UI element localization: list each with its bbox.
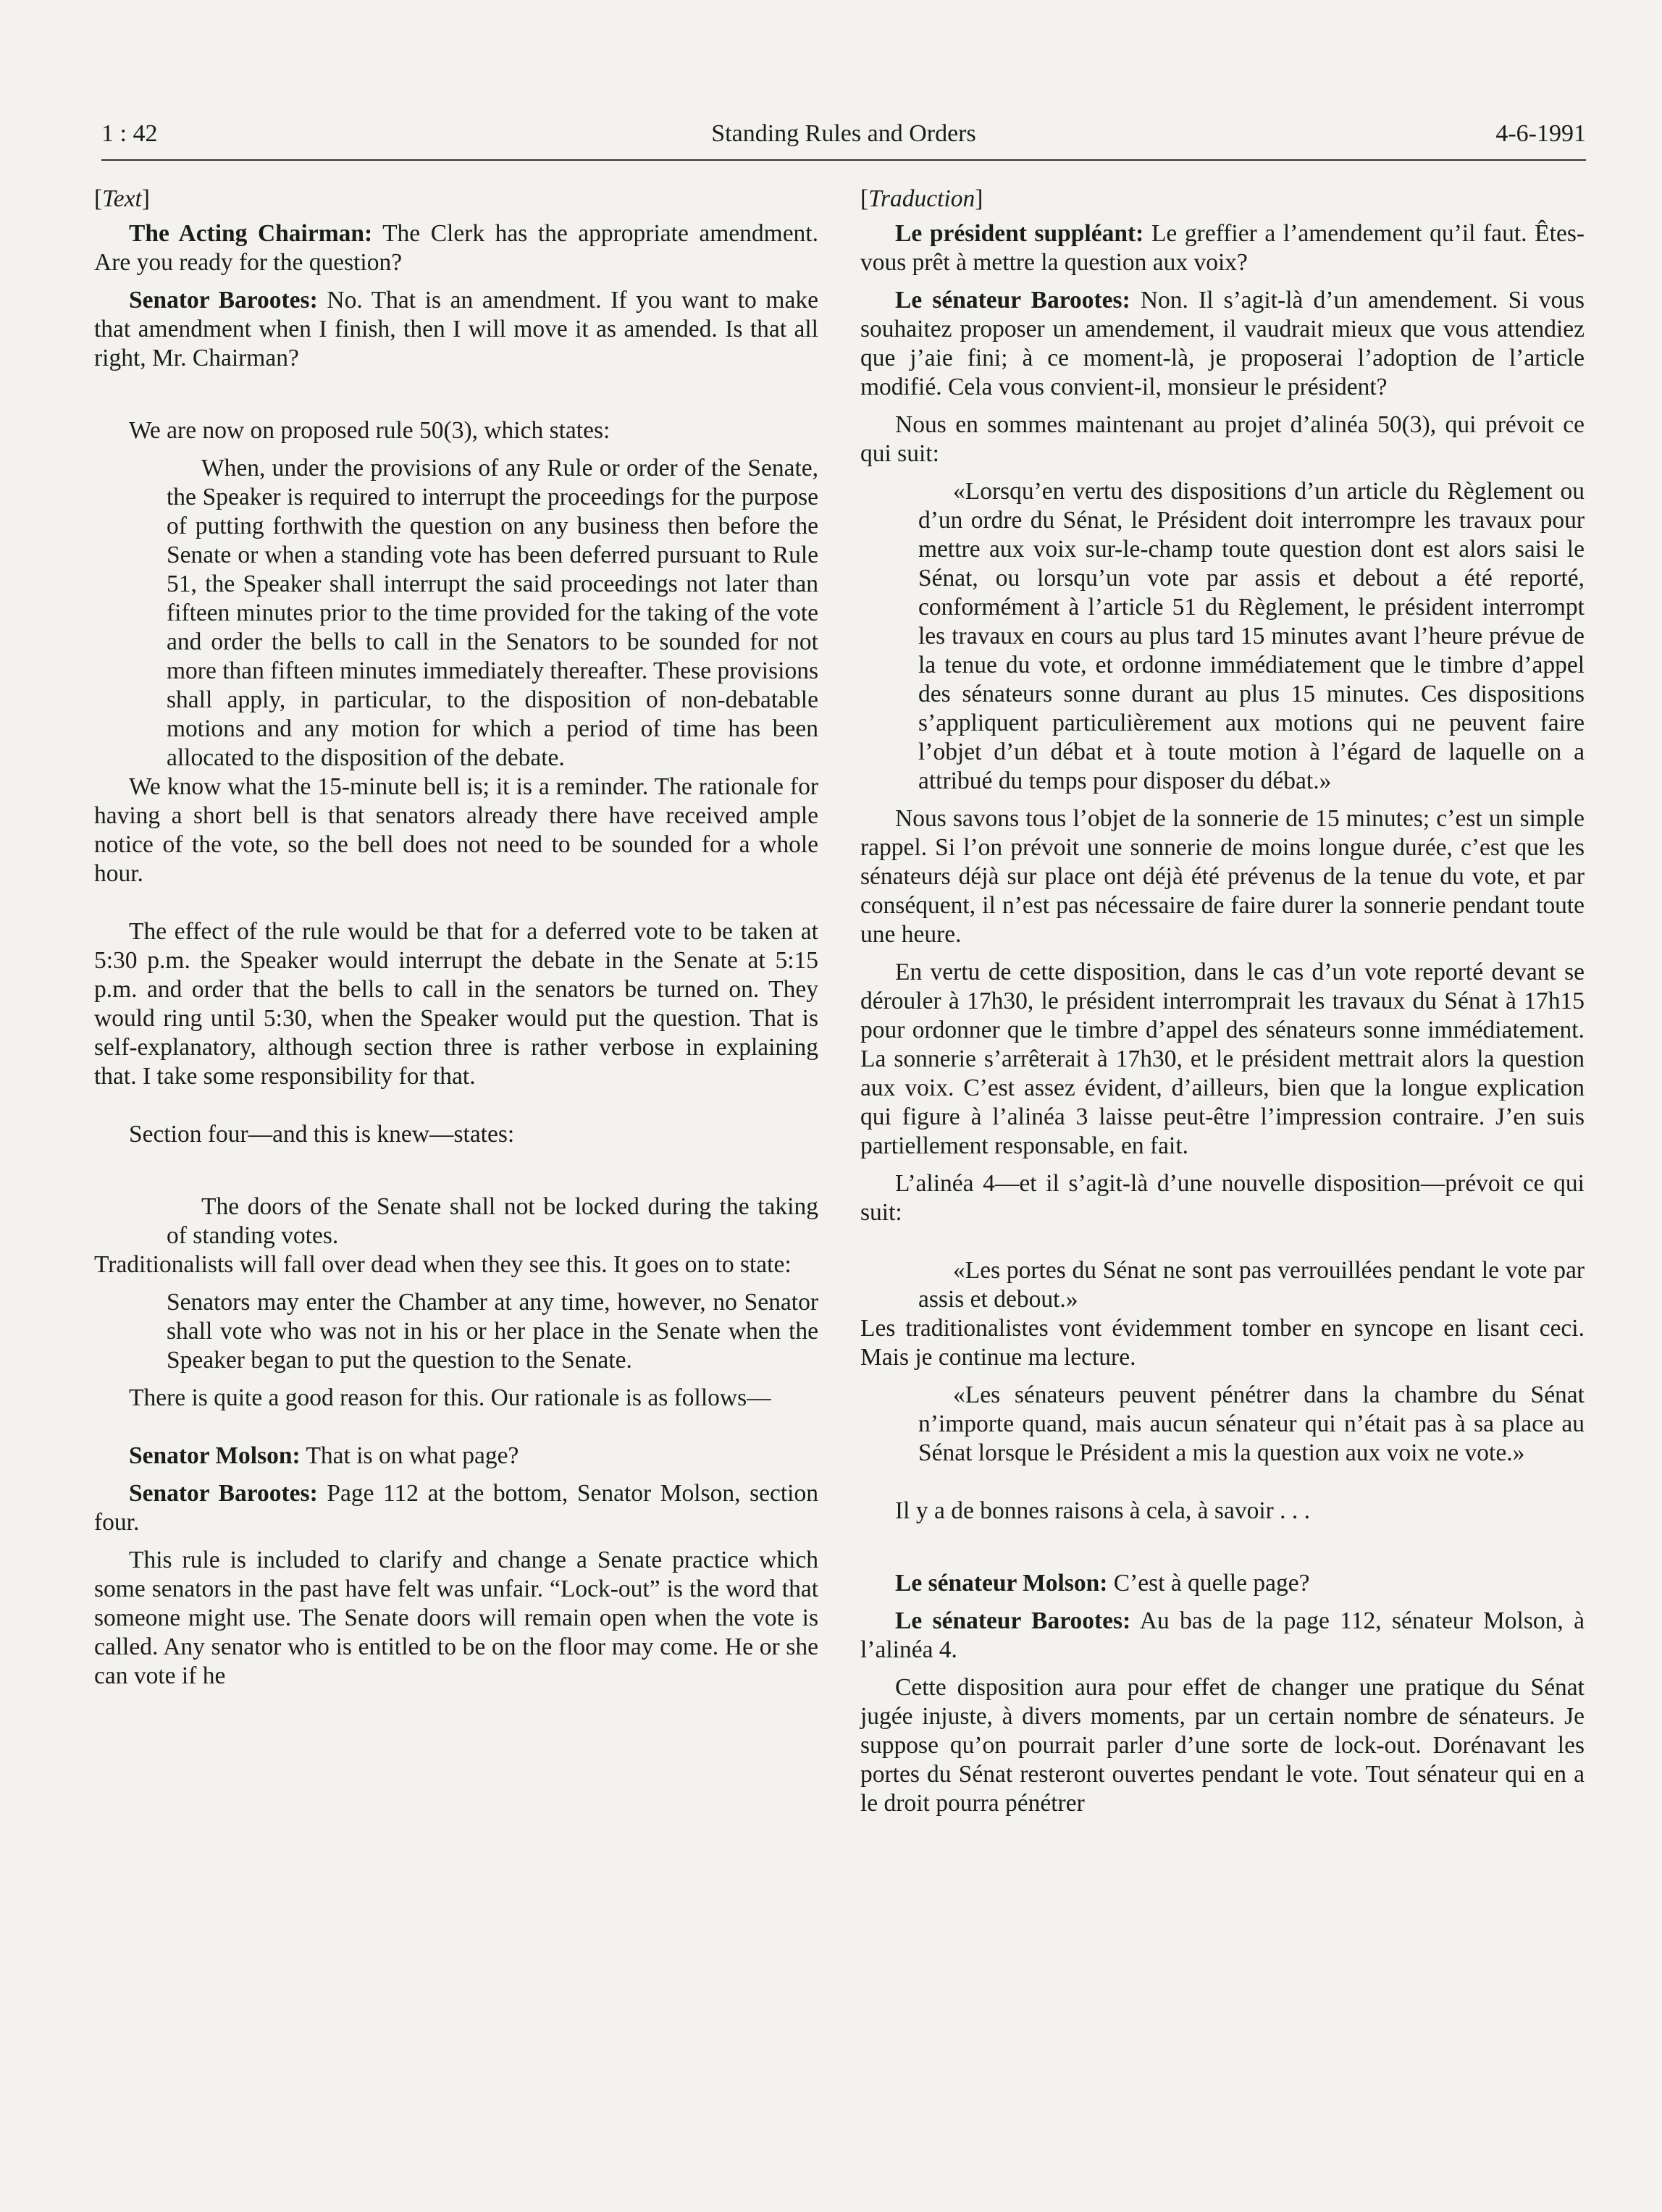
speech-paragraph: Senator Barootes: No. That is an amendment. If you want to make that amendment when I finish, then I will move it as amended. Is that all right, Mr. Chairman? (94, 287, 818, 371)
body-paragraph: Nous savons tous l’objet de la sonnerie de 15 minutes; c’est un simple rappel. Si l’on prévoit une sonnerie de moins longue durée, c’est que les sénateurs déjà sur place ont déjà été prévenus de la tenue du vote, et par conséquent, il n’est pas nécessaire de faire durer la sonnerie pendant toute une heure. (860, 805, 1585, 948)
body-paragraph: The effect of the rule would be that for a deferred vote to be taken at 5:30 p.m. the Speaker would interrupt the debate in the Senate at 5:15 p.m. and order that the bells to call in the senators be turned on. They would ring until 5:30, when the Speaker would put the question. That is self-explanatory, although section three is rather verbose in explaining that. I take some responsibility for that. (94, 918, 818, 1090)
speech-paragraph: The Acting Chairman: The Clerk has the appropriate amendment. Are you ready for the question? (94, 220, 818, 276)
speech-paragraph: Le sénateur Barootes: Non. Il s’agit-là d’un amendement. Si vous souhaitez proposer un amendement, il vaudrait mieux que vous attendiez que j’aie fini; à ce moment-là, je proposerai l’adoption de l’article modifié. Cela vous convient-il, monsieur le président? (860, 287, 1585, 400)
body-paragraph: L’alinéa 4—et il s’agit-là d’une nouvelle disposition—prévoit ce qui suit: (860, 1170, 1585, 1226)
body-paragraph: We know what the 15-minute bell is; it is a reminder. The rationale for having a short bell is that senators already there have received ample notice of the vote, so the bell does not need to be sounded for a whole hour. (94, 773, 818, 887)
speaker-name: The Acting Chairman: (129, 220, 373, 247)
page-header (101, 116, 1586, 161)
block-quote: «Lorsqu’en vertu des dispositions d’un article du Règlement ou d’un ordre du Sénat, le Président doit interrompre les travaux pour mettre aux voix sur-le-champ toute question dont est alors saisi le Sénat, ou lorsqu’un vote par assis et debout a été reporté, conformément à l’article 51 du Règlement, le président interrompt les travaux en cours au plus tard 15 minutes avant l’heure prévue de la tenue du vote, et ordonne immédiatement que le timbre d’appel des sénateurs sonne durant au plus 15 minutes. Ces dispositions s’appliquent particulièrement aux motions qui ne peuvent faire l’objet d’un débat et à toute motion à l’égard de laquelle on a attribué du temps pour disposer du débat.» (918, 478, 1585, 794)
body-paragraph: This rule is included to clarify and change a Senate practice which some senators in the past have felt was unfair. “Lock-out” is the word that someone might use. The Senate doors will remain open when the vote is called. Any senator who is entitled to be on the floor may come. He or she can vote if he (94, 1547, 818, 1689)
body-paragraph: Section four—and this is knew—states: (129, 1121, 515, 1148)
speaker-name: Le sénateur Molson: (895, 1570, 1108, 1597)
page-number: 1 : 42 (101, 120, 158, 147)
speech-paragraph: Senator Molson: That is on what page? (129, 1442, 519, 1469)
french-column (860, 185, 1585, 1818)
block-quote: «Les sénateurs peuvent pénétrer dans la chambre du Sénat n’importe quand, mais aucun sénateur qui n’était pas à sa place au Sénat lorsque le Président a mis la question aux voix ne vote.» (918, 1382, 1585, 1466)
body-paragraph: There is quite a good reason for this. Our rationale is as follows— (129, 1384, 771, 1411)
speaker-name: Le sénateur Barootes: (895, 287, 1130, 314)
speech-paragraph: Le sénateur Molson: C’est à quelle page? (895, 1570, 1310, 1597)
speaker-name: Senator Barootes: (129, 1480, 318, 1507)
column-label: [Traduction] (860, 185, 983, 212)
body-paragraph: En vertu de cette disposition, dans le cas d’un vote reporté devant se dérouler à 17h30, le président interromprait les travaux du Sénat à 17h15 pour ordonner que le timbre d’appel des sénateurs sonne immédiatement. La sonnerie s’arrêterait à 17h30, et le président mettrait alors la question aux voix. C’est assez évident, d’ailleurs, bien que la longue explication qui figure à l’alinéa 3 laisse peut-être l’impression contraire. J’en suis partiellement responsable, en fait. (860, 959, 1585, 1159)
body-paragraph: Nous en sommes maintenant au projet d’alinéa 50(3), qui prévoit ce qui suit: (860, 411, 1585, 467)
page-date: 4-6-1991 (1495, 120, 1586, 147)
speech-paragraph: Senator Barootes: Page 112 at the bottom, Senator Molson, section four. (94, 1480, 818, 1536)
body-paragraph: Cette disposition aura pour effet de changer une pratique du Sénat jugée injuste, à divers moments, par un certain nombre de sénateurs. Je suppose qu’on pourrait parler d’une sorte de lock-out. Dorénavant les portes du Sénat resteront ouvertes pendant le vote. Tout sénateur qui en a le droit pourra pénétrer (860, 1674, 1585, 1817)
english-column (94, 185, 818, 1691)
block-quote: «Les portes du Sénat ne sont pas verrouillées pendant le vote par assis et debout.» (918, 1257, 1585, 1313)
body-paragraph: Les traditionalistes vont évidemment tomber en syncope en lisant ceci. Mais je continue ma lecture. (860, 1315, 1585, 1371)
speaker-name: Le sénateur Barootes: (895, 1607, 1131, 1634)
body-paragraph: Traditionalists will fall over dead when they see this. It goes on to state: (94, 1251, 792, 1278)
body-paragraph: We are now on proposed rule 50(3), which states: (129, 417, 610, 444)
running-title: Standing Rules and Orders (711, 120, 976, 147)
speech-paragraph: Le sénateur Barootes: Au bas de la page 112, sénateur Molson, à l’alinéa 4. (860, 1607, 1585, 1663)
speech-paragraph: Le président suppléant: Le greffier a l’amendement qu’il faut. Êtes-vous prêt à mettre la question aux voix? (860, 220, 1585, 276)
speaker-name: Senator Barootes: (129, 287, 318, 314)
speaker-name: Le président suppléant: (895, 220, 1144, 247)
block-quote: Senators may enter the Chamber at any time, however, no Senator shall vote who was not in his or her place in the Senate when the Speaker began to put the question to the Senate. (167, 1289, 818, 1374)
speaker-name: Senator Molson: (129, 1442, 301, 1469)
body-paragraph: Il y a de bonnes raisons à cela, à savoir . . . (895, 1497, 1311, 1524)
block-quote: When, under the provisions of any Rule or order of the Senate, the Speaker is required to interrupt the proceedings for the purpose of putting forthwith the question on any business then before the Senate or when a standing vote has been deferred pursuant to Rule 51, the Speaker shall interrupt the said proceedings not later than fifteen minutes prior to the time provided for the taking of the vote and order the bells to call in the Senators to be sounded for not more than fifteen minutes immediately thereafter. These provisions shall apply, in particular, to the disposition of non-debatable motions and any motion for which a period of time has been allocated to the disposition of the debate. (167, 455, 818, 771)
block-quote: The doors of the Senate shall not be locked during the taking of standing votes. (167, 1193, 818, 1249)
column-label: [Text] (94, 185, 150, 212)
